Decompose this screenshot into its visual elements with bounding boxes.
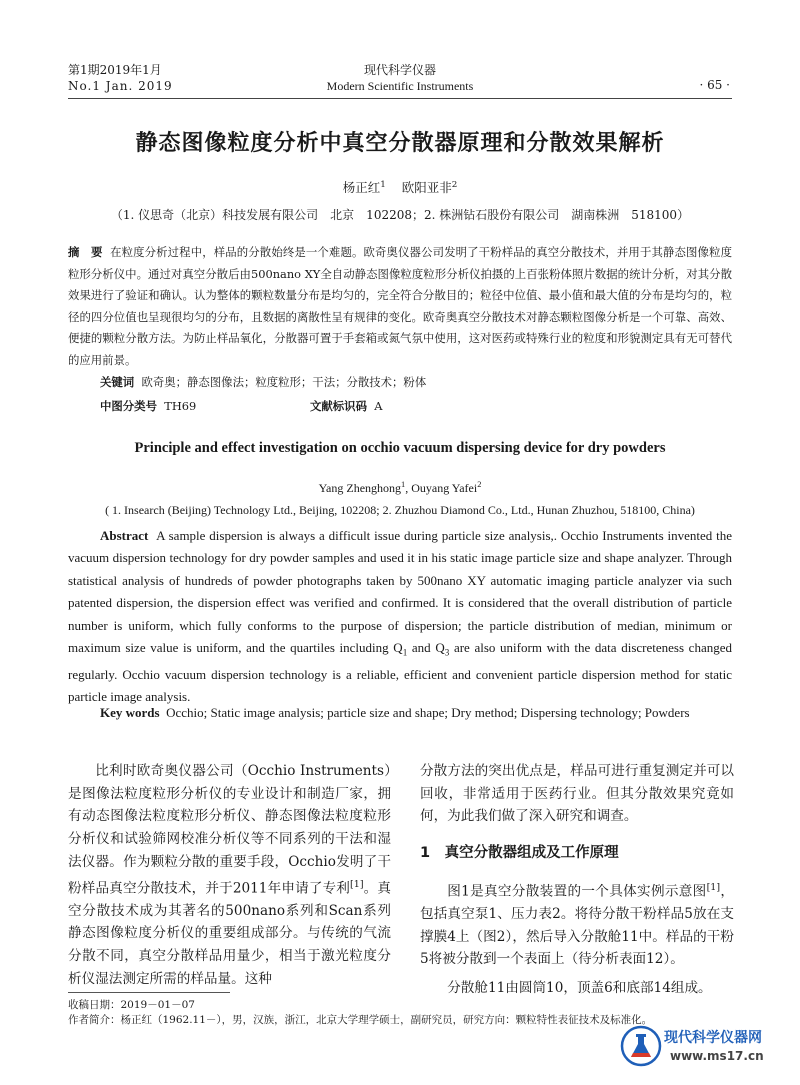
watermark-logo <box>618 1021 788 1073</box>
body-right-column <box>420 760 734 1000</box>
author-2-en: Ouyang Yafei <box>411 481 478 495</box>
keywords-en-text: Occhio; Static image analysis; particle size and shape; Dry method; Dispersing technology; Powders <box>166 705 690 720</box>
q3-sub: 3 <box>444 647 450 658</box>
sec1-text-a: 图1是真空分散装置的一个具体实例示意图 <box>447 883 707 900</box>
journal-cn: 现代科学仪器 <box>363 63 436 77</box>
keywords-cn-label: 关键词 <box>100 375 135 389</box>
journal-name <box>0 62 800 94</box>
abstract-cn-text: 在粒度分析过程中，样品的分散始终是一个难题。欧奇奥仪器公司发明了干粉样品的真空分散技术，并用于其静态图像粒度粒形分析仪中。通过对真空分散后由500nano XY全自动静态图像粒度粒形分析仪拍摄的上百张粉体照片数据的统计分析，对其分散效果进行了验证和确认。认为整体的颗粒数量分布是均匀的，完全符合分散目的；粒径中位值、最小值和最大值的分布是均匀的，粒径的四分位值也呈现很均匀的分布，且数据的离散性呈有规律的变化。欧奇奥真空分散技术对静态颗粒图像分析是一个可靠、高效、便捷的颗粒分散方法。为防止样品氧化，分散器可置于手套箱或氮气氛中使用，这对医药或特殊行业的粒度和形貌测定具有无可替代的应用前景。 <box>68 245 732 367</box>
page-number: · 65 · <box>699 78 730 92</box>
doc-code <box>310 398 382 414</box>
section-1-paragraph-2: 分散舱11由圆筒10，顶盖6和底部14组成。 <box>447 980 712 997</box>
keywords-en-label: Key words <box>100 705 160 720</box>
watermark-url: www.ms17.cn <box>670 1049 764 1063</box>
abstract-en-label: Abstract <box>100 528 149 543</box>
watermark-name: 现代科学仪器网 <box>664 1030 762 1046</box>
sec1-text-b: ，包括真空泵1、压力表2。将待分散干粉样品5放在支撑膜4上（图2），然后导入分散舱11中。样品的干粉5将被分散到一个表面上（待分析表面12）。 <box>420 883 734 968</box>
abstract-cn <box>68 242 732 372</box>
section-1-heading: 1 真空分散器组成及工作原理 <box>420 845 619 862</box>
title-cn: 静态图像粒度分析中真空分散器原理和分散效果解析 <box>135 130 665 156</box>
flask-icon <box>620 1025 662 1067</box>
received-date: 收稿日期：2019－01－07 <box>68 999 195 1011</box>
authors-en: Yang Zhenghong$^1$, Ouyang Yafei$^2$ <box>318 480 482 495</box>
ref-1-left: [1] <box>350 878 364 890</box>
author-1-cn: 杨正红 <box>342 180 381 195</box>
affiliation-en: ( 1. Insearch (Beijing) Technology Ltd., Beijing, 102208; 2. Zhuzhou Diamond Co., Ltd., Hunan Zhuzhou, 518100, China) <box>105 503 695 517</box>
journal-en: Modern Scientific Instruments <box>326 79 474 93</box>
author-2-en-sup: 2 <box>477 480 482 489</box>
section-1-paragraph-1 <box>420 877 734 971</box>
abstract-en <box>68 525 732 709</box>
clc-code <box>100 398 196 414</box>
author-1-cn-sup: 1 <box>380 179 386 190</box>
ref-1-right: [1] <box>706 881 721 893</box>
author-2-cn: 欧阳亚非 <box>401 180 452 195</box>
keywords-en <box>100 705 690 721</box>
footnote <box>68 998 652 1028</box>
body-left-column <box>68 760 391 991</box>
keywords-cn-text: 欧奇奥；静态图像法；粒度粒形；干法；分散技术；粉体 <box>141 375 427 389</box>
abstract-en-text-2: and Q <box>407 640 445 656</box>
intro-text-b: 。真空分散技术成为其著名的500nano系列和Scan系列静态图像粒度分析仪的重要组成部分。与传统的气流分散不同，真空分散样品用量少，相当于激光粒度分析仪湿法测定所需的样品量。这种 <box>68 880 392 987</box>
doc-label: 文献标识码 <box>310 399 367 413</box>
issue-en: No.1 Jan. 2019 <box>68 79 173 93</box>
intro-text-a: 比利时欧奇奥仪器公司（Occhio Instruments）是图像法粒度粒形分析仪的专业设计和制造厂家，拥有动态图像法粒度粒形分析仪、静态图像法粒度粒形分析仪和试验筛网校准分析仪等不同系列的干法和湿法仪器。作为颗粒分散的重要手段，Occhio发明了干粉样品真空分散技术，并于2011年申请了专利 <box>68 763 391 897</box>
author-bio: 作者简介：杨正红（1962.11－），男，汉族，浙江，北京大学理学硕士，副研究员，研究方向：颗粒特性表征技术及标准化。 <box>68 1014 653 1026</box>
issue-cn: 第1期2019年1月 <box>68 63 162 77</box>
abstract-cn-label: 摘 要 <box>68 245 103 259</box>
abstract-en-text-1: A sample dispersion is always a difficult issue during particle size analysis,. Occhio Instruments invented the vacuum dispersion technology for dry powder samples and used it in his static image particle size and shape analyzer. Through statistical analysis of hundreds of powder photographs taken by 500nano XY automatic imaging particle analyzer via such patented dispersion, the dispersion effect was verified and confirmed. It is considered that the overall distribution of particle number is uniform, which fully conforms to the purpose of dispersion; the particle distribution of median, minimum or maximum size value is uniform, and the quartiles including Q <box>68 528 732 656</box>
header-divider <box>68 98 732 99</box>
affiliation-cn: （1. 仪思奇（北京）科技发展有限公司 北京 102208；2. 株洲钻石股份有限公司 湖南株洲 518100） <box>110 208 690 222</box>
abstract-en-text-3: are also uniform with the data discreteness changed regularly. Occhio vacuum dispersion technology is a reliable, efficient and convenient particle dispersion method for static particle image analysis. <box>68 640 732 705</box>
intro-paragraph <box>68 760 391 991</box>
author-1-en-sup: 1 <box>401 480 406 489</box>
keywords-cn <box>100 374 426 390</box>
clc-label: 中图分类号 <box>100 399 157 413</box>
footnote-divider <box>68 992 230 993</box>
doc-value: A <box>374 399 383 413</box>
continued-paragraph: 分散方法的突出优点是，样品可进行重复测定并可以回收，非常适用于医药行业。但其分散效果究竟如何，为此我们做了深入研究和调查。 <box>420 763 734 825</box>
title-en: Principle and effect investigation on occhio vacuum dispersing device for dry powders <box>134 440 666 456</box>
clc-value: TH69 <box>164 399 197 413</box>
author-2-cn-sup: 2 <box>451 179 458 190</box>
q1-sub: 1 <box>402 647 408 658</box>
author-1-en: Yang Zhenghong <box>318 481 402 495</box>
authors-cn <box>0 178 800 196</box>
